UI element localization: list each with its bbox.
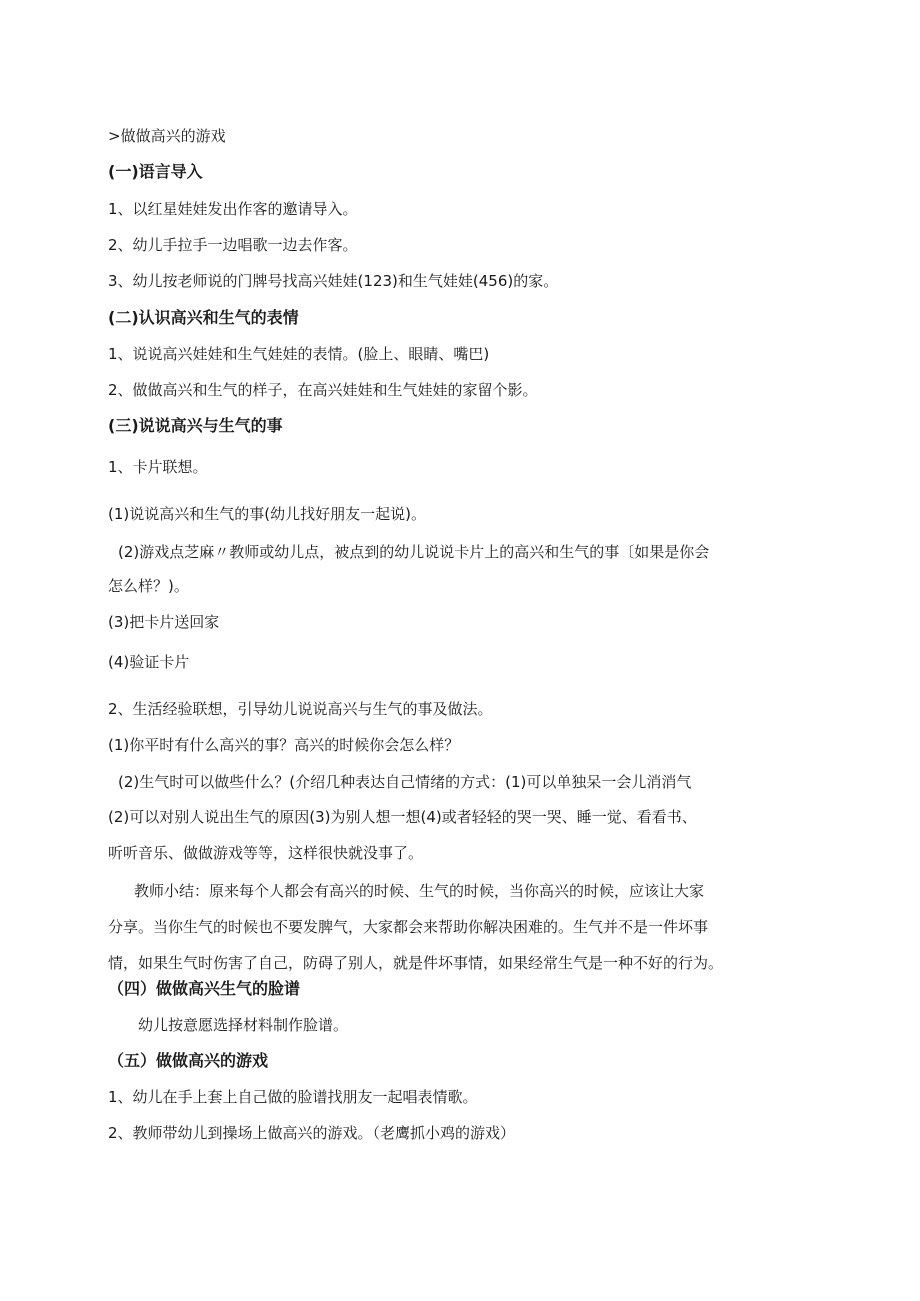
paragraph: (3)把卡片送回家 xyxy=(108,613,220,631)
paragraph: (1)你平时有什么高兴的事？高兴的时候你会怎么样？ xyxy=(108,736,460,754)
paragraph: 怎么样？)。 xyxy=(108,577,189,595)
paragraph: 幼儿按意愿选择材料制作脸谱。 xyxy=(138,1016,349,1034)
paragraph: (2)游戏点芝麻〃教师或幼儿点，被点到的幼儿说说卡片上的高兴和生气的事〔如果是你会 xyxy=(118,543,710,561)
section-heading: (三)说说高兴与生气的事 xyxy=(108,416,283,435)
paragraph: (4)验证卡片 xyxy=(108,653,190,671)
paragraph: 2、教师带幼儿到操场上做高兴的游戏。（老鹰抓小鸡的游戏） xyxy=(108,1124,516,1142)
paragraph: (1)说说高兴和生气的事(幼儿找好朋友一起说)。 xyxy=(108,505,426,523)
page-title: >做做高兴的游戏 xyxy=(108,127,226,145)
paragraph: (2)可以对别人说出生气的原因(3)为别人想一想(4)或者轻轻的哭一哭、睡一觉、看看书、 xyxy=(108,808,697,826)
section-heading: （五）做做高兴的游戏 xyxy=(108,1051,269,1070)
paragraph: 1、幼儿在手上套上自己做的脸谱找朋友一起唱表情歌。 xyxy=(108,1088,478,1106)
paragraph: 1、卡片联想。 xyxy=(108,458,208,476)
paragraph: 1、以红星娃娃发出作客的邀请导入。 xyxy=(108,200,358,218)
paragraph: 分享。当你生气的时候也不要发脾气，大家都会来帮助你解决困难的。生气并不是一件坏事 xyxy=(108,918,709,936)
paragraph: 2、生活经验联想，引导幼儿说说高兴与生气的事及做法。 xyxy=(108,700,493,718)
paragraph: 2、做做高兴和生气的样子，在高兴娃娃和生气娃娃的家留个影。 xyxy=(108,381,538,399)
paragraph: 2、幼儿手拉手一边唱歌一边去作客。 xyxy=(108,236,358,254)
paragraph: (2)生气时可以做些什么？(介绍几种表达自己情绪的方式：(1)可以单独呆一会儿消消气 xyxy=(118,773,692,791)
section-heading: (二)认识高兴和生气的表情 xyxy=(108,308,299,327)
section-heading: （四）做做高兴生气的脸谱 xyxy=(108,979,301,998)
section-heading: (一)语言导入 xyxy=(108,162,203,181)
paragraph: 听听音乐、做做游戏等等，这样很快就没事了。 xyxy=(108,844,424,862)
paragraph: 3、幼儿按老师说的门牌号找高兴娃娃(123)和生气娃娃(456)的家。 xyxy=(108,272,559,290)
paragraph: 情，如果生气时伤害了自己，防碍了别人，就是件坏事情，如果经常生气是一种不好的行为。 xyxy=(108,954,724,972)
paragraph: 教师小结：原来每个人都会有高兴的时候、生气的时候，当你高兴的时候，应该让大家 xyxy=(134,882,705,900)
paragraph: 1、说说高兴娃娃和生气娃娃的表情。(脸上、眼睛、嘴巴) xyxy=(108,345,490,363)
